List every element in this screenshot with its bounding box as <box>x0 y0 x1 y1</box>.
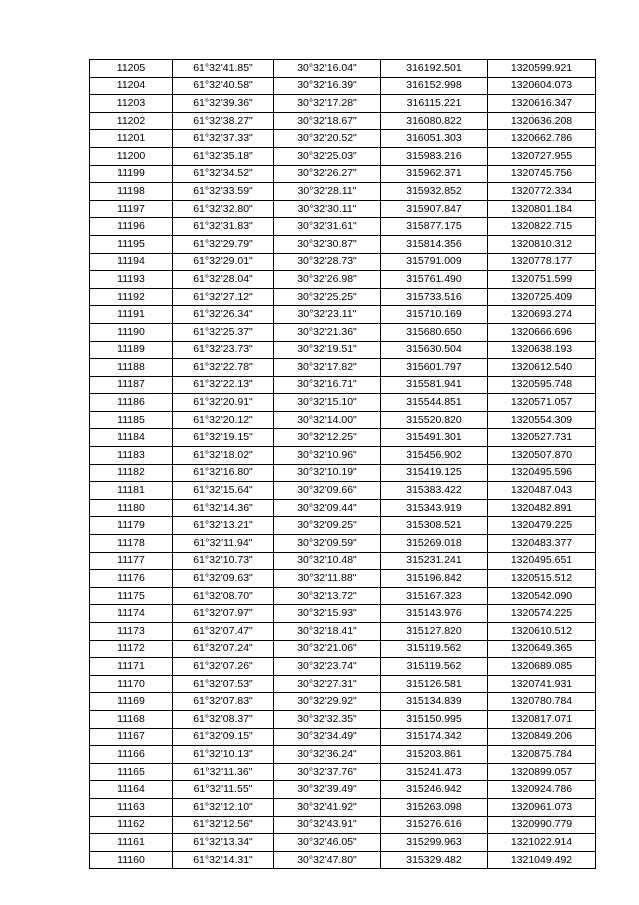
latitude-cell: 61°32'32.80" <box>173 200 274 218</box>
y-coordinate-cell: 1320616.347 <box>488 95 596 113</box>
y-coordinate-cell: 1320961.073 <box>488 798 596 816</box>
x-coordinate-cell: 315491.301 <box>381 429 488 447</box>
table-row <box>90 288 596 306</box>
point-number-cell: 11187 <box>90 376 173 394</box>
x-coordinate-cell: 315126.581 <box>381 675 488 693</box>
point-number-cell: 11198 <box>90 183 173 201</box>
table-row <box>90 763 596 781</box>
longitude-cell: 30°32'28.73" <box>274 253 381 271</box>
x-coordinate-cell: 315962.371 <box>381 165 488 183</box>
y-coordinate-cell: 1320542.090 <box>488 587 596 605</box>
table-row <box>90 798 596 816</box>
longitude-cell: 30°32'37.76" <box>274 763 381 781</box>
table-row <box>90 112 596 130</box>
latitude-cell: 61°32'10.73" <box>173 552 274 570</box>
y-coordinate-cell: 1320689.085 <box>488 658 596 676</box>
table-row <box>90 834 596 852</box>
longitude-cell: 30°32'21.36" <box>274 323 381 341</box>
table-row <box>90 323 596 341</box>
latitude-cell: 61°32'08.37" <box>173 710 274 728</box>
point-number-cell: 11162 <box>90 816 173 834</box>
point-number-cell: 11172 <box>90 640 173 658</box>
y-coordinate-cell: 1320595.748 <box>488 376 596 394</box>
longitude-cell: 30°32'10.96" <box>274 447 381 465</box>
point-number-cell: 11161 <box>90 834 173 852</box>
point-number-cell: 11169 <box>90 693 173 711</box>
point-number-cell: 11199 <box>90 165 173 183</box>
x-coordinate-cell: 315127.820 <box>381 623 488 641</box>
point-number-cell: 11189 <box>90 341 173 359</box>
x-coordinate-cell: 315276.616 <box>381 816 488 834</box>
latitude-cell: 61°32'33.59" <box>173 183 274 201</box>
point-number-cell: 11181 <box>90 482 173 500</box>
x-coordinate-cell: 315710.169 <box>381 306 488 324</box>
latitude-cell: 61°32'40.58" <box>173 77 274 95</box>
table-row <box>90 816 596 834</box>
point-number-cell: 11173 <box>90 623 173 641</box>
latitude-cell: 61°32'07.26" <box>173 658 274 676</box>
latitude-cell: 61°32'20.12" <box>173 411 274 429</box>
table-row <box>90 535 596 553</box>
y-coordinate-cell: 1320693.274 <box>488 306 596 324</box>
point-number-cell: 11179 <box>90 517 173 535</box>
latitude-cell: 61°32'14.31" <box>173 851 274 869</box>
y-coordinate-cell: 1320751.599 <box>488 271 596 289</box>
x-coordinate-cell: 315456.902 <box>381 447 488 465</box>
latitude-cell: 61°32'26.34" <box>173 306 274 324</box>
point-number-cell: 11202 <box>90 112 173 130</box>
longitude-cell: 30°32'19.51" <box>274 341 381 359</box>
x-coordinate-cell: 315150.995 <box>381 710 488 728</box>
latitude-cell: 61°32'08.70" <box>173 587 274 605</box>
longitude-cell: 30°32'47.80" <box>274 851 381 869</box>
table-row <box>90 658 596 676</box>
point-number-cell: 11174 <box>90 605 173 623</box>
y-coordinate-cell: 1320515.512 <box>488 570 596 588</box>
point-number-cell: 11205 <box>90 60 173 78</box>
longitude-cell: 30°32'12.25" <box>274 429 381 447</box>
latitude-cell: 61°32'09.15" <box>173 728 274 746</box>
x-coordinate-cell: 315246.942 <box>381 781 488 799</box>
point-number-cell: 11167 <box>90 728 173 746</box>
table-row <box>90 746 596 764</box>
x-coordinate-cell: 315877.175 <box>381 218 488 236</box>
longitude-cell: 30°32'29.92" <box>274 693 381 711</box>
longitude-cell: 30°32'43.91" <box>274 816 381 834</box>
x-coordinate-cell: 315196.842 <box>381 570 488 588</box>
x-coordinate-cell: 316152.998 <box>381 77 488 95</box>
y-coordinate-cell: 1320772.334 <box>488 183 596 201</box>
table-row <box>90 482 596 500</box>
point-number-cell: 11191 <box>90 306 173 324</box>
x-coordinate-cell: 315383.422 <box>381 482 488 500</box>
point-number-cell: 11201 <box>90 130 173 148</box>
longitude-cell: 30°32'34.49" <box>274 728 381 746</box>
table-row <box>90 165 596 183</box>
table-row <box>90 183 596 201</box>
point-number-cell: 11193 <box>90 271 173 289</box>
x-coordinate-cell: 315134.839 <box>381 693 488 711</box>
y-coordinate-cell: 1320745.756 <box>488 165 596 183</box>
latitude-cell: 61°32'34.52" <box>173 165 274 183</box>
longitude-cell: 30°32'11.88" <box>274 570 381 588</box>
y-coordinate-cell: 1321049.492 <box>488 851 596 869</box>
longitude-cell: 30°32'16.04" <box>274 60 381 78</box>
x-coordinate-cell: 315308.521 <box>381 517 488 535</box>
point-number-cell: 11170 <box>90 675 173 693</box>
table-row <box>90 517 596 535</box>
latitude-cell: 61°32'07.97" <box>173 605 274 623</box>
table-row <box>90 376 596 394</box>
latitude-cell: 61°32'12.10" <box>173 798 274 816</box>
x-coordinate-cell: 315119.562 <box>381 658 488 676</box>
point-number-cell: 11176 <box>90 570 173 588</box>
x-coordinate-cell: 315630.504 <box>381 341 488 359</box>
longitude-cell: 30°32'13.72" <box>274 587 381 605</box>
y-coordinate-cell: 1320554.309 <box>488 411 596 429</box>
x-coordinate-cell: 315520.820 <box>381 411 488 429</box>
y-coordinate-cell: 1320636.208 <box>488 112 596 130</box>
point-number-cell: 11164 <box>90 781 173 799</box>
longitude-cell: 30°32'15.93" <box>274 605 381 623</box>
latitude-cell: 61°32'20.91" <box>173 394 274 412</box>
longitude-cell: 30°32'26.98" <box>274 271 381 289</box>
table-row <box>90 147 596 165</box>
y-coordinate-cell: 1320610.512 <box>488 623 596 641</box>
point-number-cell: 11177 <box>90 552 173 570</box>
point-number-cell: 11166 <box>90 746 173 764</box>
y-coordinate-cell: 1320810.312 <box>488 235 596 253</box>
table-row <box>90 728 596 746</box>
table-row <box>90 411 596 429</box>
table-row <box>90 587 596 605</box>
table-row <box>90 271 596 289</box>
point-number-cell: 11200 <box>90 147 173 165</box>
x-coordinate-cell: 316192.501 <box>381 60 488 78</box>
table-row <box>90 306 596 324</box>
latitude-cell: 61°32'29.79" <box>173 235 274 253</box>
longitude-cell: 30°32'25.03" <box>274 147 381 165</box>
table-row <box>90 341 596 359</box>
latitude-cell: 61°32'39.36" <box>173 95 274 113</box>
y-coordinate-cell: 1320662.786 <box>488 130 596 148</box>
x-coordinate-cell: 315299.963 <box>381 834 488 852</box>
y-coordinate-cell: 1320604.073 <box>488 77 596 95</box>
y-coordinate-cell: 1320479.225 <box>488 517 596 535</box>
y-coordinate-cell: 1320817.071 <box>488 710 596 728</box>
x-coordinate-cell: 315814.356 <box>381 235 488 253</box>
y-coordinate-cell: 1320778.177 <box>488 253 596 271</box>
y-coordinate-cell: 1320507.870 <box>488 447 596 465</box>
latitude-cell: 61°32'16.80" <box>173 464 274 482</box>
point-number-cell: 11204 <box>90 77 173 95</box>
table-row <box>90 359 596 377</box>
x-coordinate-cell: 315544.851 <box>381 394 488 412</box>
y-coordinate-cell: 1320666.696 <box>488 323 596 341</box>
point-number-cell: 11185 <box>90 411 173 429</box>
y-coordinate-cell: 1320990.779 <box>488 816 596 834</box>
x-coordinate-cell: 315907.847 <box>381 200 488 218</box>
x-coordinate-cell: 315419.125 <box>381 464 488 482</box>
point-number-cell: 11197 <box>90 200 173 218</box>
latitude-cell: 61°32'23.73" <box>173 341 274 359</box>
longitude-cell: 30°32'18.67" <box>274 112 381 130</box>
longitude-cell: 30°32'39.49" <box>274 781 381 799</box>
longitude-cell: 30°32'41.92" <box>274 798 381 816</box>
point-number-cell: 11163 <box>90 798 173 816</box>
latitude-cell: 61°32'07.83" <box>173 693 274 711</box>
table-row <box>90 447 596 465</box>
y-coordinate-cell: 1320495.651 <box>488 552 596 570</box>
x-coordinate-cell: 315932.852 <box>381 183 488 201</box>
x-coordinate-cell: 316051.303 <box>381 130 488 148</box>
table-row <box>90 394 596 412</box>
latitude-cell: 61°32'27.12" <box>173 288 274 306</box>
table-row <box>90 640 596 658</box>
table-row <box>90 605 596 623</box>
y-coordinate-cell: 1320487.043 <box>488 482 596 500</box>
longitude-cell: 30°32'30.87" <box>274 235 381 253</box>
y-coordinate-cell: 1320780.784 <box>488 693 596 711</box>
point-number-cell: 11190 <box>90 323 173 341</box>
y-coordinate-cell: 1320727.955 <box>488 147 596 165</box>
longitude-cell: 30°32'16.71" <box>274 376 381 394</box>
latitude-cell: 61°32'07.53" <box>173 675 274 693</box>
point-number-cell: 11188 <box>90 359 173 377</box>
coordinates-table <box>89 59 596 869</box>
y-coordinate-cell: 1320483.377 <box>488 535 596 553</box>
x-coordinate-cell: 315581.941 <box>381 376 488 394</box>
latitude-cell: 61°32'07.24" <box>173 640 274 658</box>
table-row <box>90 675 596 693</box>
y-coordinate-cell: 1320599.921 <box>488 60 596 78</box>
x-coordinate-cell: 315761.490 <box>381 271 488 289</box>
y-coordinate-cell: 1320574.225 <box>488 605 596 623</box>
longitude-cell: 30°32'15.10" <box>274 394 381 412</box>
x-coordinate-cell: 315263.098 <box>381 798 488 816</box>
longitude-cell: 30°32'28.11" <box>274 183 381 201</box>
point-number-cell: 11194 <box>90 253 173 271</box>
latitude-cell: 61°32'07.47" <box>173 623 274 641</box>
table-row <box>90 235 596 253</box>
x-coordinate-cell: 315791.009 <box>381 253 488 271</box>
point-number-cell: 11183 <box>90 447 173 465</box>
y-coordinate-cell: 1320725.409 <box>488 288 596 306</box>
y-coordinate-cell: 1320482.891 <box>488 499 596 517</box>
point-number-cell: 11165 <box>90 763 173 781</box>
latitude-cell: 61°32'10.13" <box>173 746 274 764</box>
table-row <box>90 130 596 148</box>
x-coordinate-cell: 315733.516 <box>381 288 488 306</box>
x-coordinate-cell: 315680.650 <box>381 323 488 341</box>
longitude-cell: 30°32'32.35" <box>274 710 381 728</box>
longitude-cell: 30°32'18.41" <box>274 623 381 641</box>
table-row <box>90 429 596 447</box>
longitude-cell: 30°32'09.59" <box>274 535 381 553</box>
point-number-cell: 11182 <box>90 464 173 482</box>
table-row <box>90 623 596 641</box>
x-coordinate-cell: 315269.018 <box>381 535 488 553</box>
x-coordinate-cell: 315601.797 <box>381 359 488 377</box>
x-coordinate-cell: 315343.919 <box>381 499 488 517</box>
latitude-cell: 61°32'15.64" <box>173 482 274 500</box>
y-coordinate-cell: 1320638.193 <box>488 341 596 359</box>
latitude-cell: 61°32'38.27" <box>173 112 274 130</box>
x-coordinate-cell: 315983.216 <box>381 147 488 165</box>
longitude-cell: 30°32'27.31" <box>274 675 381 693</box>
latitude-cell: 61°32'12.56" <box>173 816 274 834</box>
table-row <box>90 218 596 236</box>
point-number-cell: 11175 <box>90 587 173 605</box>
point-number-cell: 11186 <box>90 394 173 412</box>
point-number-cell: 11192 <box>90 288 173 306</box>
latitude-cell: 61°32'13.21" <box>173 517 274 535</box>
table-row <box>90 253 596 271</box>
table-row <box>90 552 596 570</box>
longitude-cell: 30°32'23.74" <box>274 658 381 676</box>
longitude-cell: 30°32'23.11" <box>274 306 381 324</box>
longitude-cell: 30°32'31.61" <box>274 218 381 236</box>
point-number-cell: 11160 <box>90 851 173 869</box>
point-number-cell: 11168 <box>90 710 173 728</box>
longitude-cell: 30°32'20.52" <box>274 130 381 148</box>
longitude-cell: 30°32'14.00" <box>274 411 381 429</box>
longitude-cell: 30°32'30.11" <box>274 200 381 218</box>
longitude-cell: 30°32'26.27" <box>274 165 381 183</box>
x-coordinate-cell: 315143.976 <box>381 605 488 623</box>
latitude-cell: 61°32'41.85" <box>173 60 274 78</box>
y-coordinate-cell: 1320612.540 <box>488 359 596 377</box>
longitude-cell: 30°32'46.05" <box>274 834 381 852</box>
table-row <box>90 570 596 588</box>
y-coordinate-cell: 1320822.715 <box>488 218 596 236</box>
latitude-cell: 61°32'35.18" <box>173 147 274 165</box>
table-row <box>90 77 596 95</box>
x-coordinate-cell: 315241.473 <box>381 763 488 781</box>
longitude-cell: 30°32'21.06" <box>274 640 381 658</box>
y-coordinate-cell: 1320801.184 <box>488 200 596 218</box>
y-coordinate-cell: 1320649.365 <box>488 640 596 658</box>
longitude-cell: 30°32'17.28" <box>274 95 381 113</box>
latitude-cell: 61°32'22.13" <box>173 376 274 394</box>
y-coordinate-cell: 1320849.206 <box>488 728 596 746</box>
longitude-cell: 30°32'10.19" <box>274 464 381 482</box>
point-number-cell: 11178 <box>90 535 173 553</box>
longitude-cell: 30°32'25.25" <box>274 288 381 306</box>
y-coordinate-cell: 1320899.057 <box>488 763 596 781</box>
table-row <box>90 710 596 728</box>
y-coordinate-cell: 1320527.731 <box>488 429 596 447</box>
point-number-cell: 11203 <box>90 95 173 113</box>
latitude-cell: 61°32'13.34" <box>173 834 274 852</box>
x-coordinate-cell: 315329.482 <box>381 851 488 869</box>
y-coordinate-cell: 1320875.784 <box>488 746 596 764</box>
point-number-cell: 11180 <box>90 499 173 517</box>
latitude-cell: 61°32'11.55" <box>173 781 274 799</box>
y-coordinate-cell: 1321022.914 <box>488 834 596 852</box>
point-number-cell: 11184 <box>90 429 173 447</box>
longitude-cell: 30°32'09.44" <box>274 499 381 517</box>
longitude-cell: 30°32'17.82" <box>274 359 381 377</box>
table-row <box>90 851 596 869</box>
longitude-cell: 30°32'09.66" <box>274 482 381 500</box>
x-coordinate-cell: 316080.822 <box>381 112 488 130</box>
point-number-cell: 11195 <box>90 235 173 253</box>
x-coordinate-cell: 315119.562 <box>381 640 488 658</box>
table-row <box>90 464 596 482</box>
x-coordinate-cell: 315203.861 <box>381 746 488 764</box>
latitude-cell: 61°32'18.02" <box>173 447 274 465</box>
x-coordinate-cell: 316115.221 <box>381 95 488 113</box>
y-coordinate-cell: 1320924.786 <box>488 781 596 799</box>
longitude-cell: 30°32'16.39" <box>274 77 381 95</box>
latitude-cell: 61°32'31.83" <box>173 218 274 236</box>
latitude-cell: 61°32'28.04" <box>173 271 274 289</box>
latitude-cell: 61°32'19.15" <box>173 429 274 447</box>
coordinates-table-body <box>90 60 596 869</box>
table-row <box>90 499 596 517</box>
x-coordinate-cell: 315231.241 <box>381 552 488 570</box>
table-row <box>90 693 596 711</box>
latitude-cell: 61°32'22.78" <box>173 359 274 377</box>
x-coordinate-cell: 315167.323 <box>381 587 488 605</box>
latitude-cell: 61°32'25.37" <box>173 323 274 341</box>
table-row <box>90 95 596 113</box>
y-coordinate-cell: 1320741.931 <box>488 675 596 693</box>
latitude-cell: 61°32'11.36" <box>173 763 274 781</box>
longitude-cell: 30°32'10.48" <box>274 552 381 570</box>
latitude-cell: 61°32'37.33" <box>173 130 274 148</box>
point-number-cell: 11171 <box>90 658 173 676</box>
y-coordinate-cell: 1320495.596 <box>488 464 596 482</box>
latitude-cell: 61°32'11.94" <box>173 535 274 553</box>
longitude-cell: 30°32'36.24" <box>274 746 381 764</box>
longitude-cell: 30°32'09.25" <box>274 517 381 535</box>
latitude-cell: 61°32'09.63" <box>173 570 274 588</box>
table-row <box>90 60 596 78</box>
x-coordinate-cell: 315174.342 <box>381 728 488 746</box>
y-coordinate-cell: 1320571.057 <box>488 394 596 412</box>
point-number-cell: 11196 <box>90 218 173 236</box>
table-row <box>90 200 596 218</box>
latitude-cell: 61°32'14.36" <box>173 499 274 517</box>
latitude-cell: 61°32'29.01" <box>173 253 274 271</box>
table-row <box>90 781 596 799</box>
